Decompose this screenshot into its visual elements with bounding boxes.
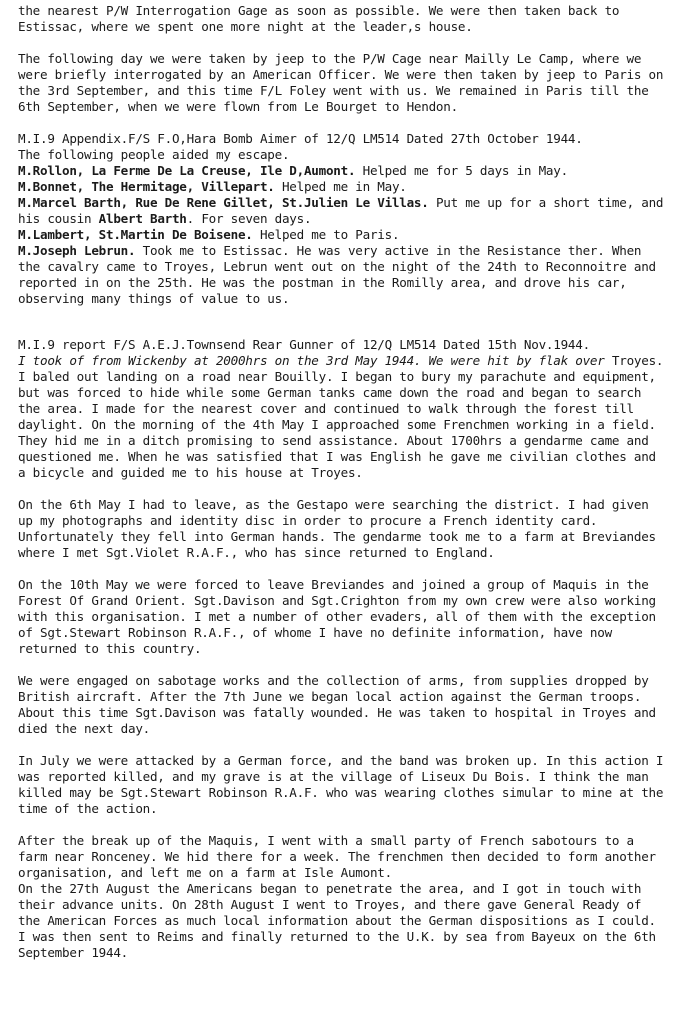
helper-entry bbox=[18, 179, 668, 195]
helper-text: Helped me to Paris. bbox=[252, 227, 400, 242]
document-page bbox=[18, 3, 668, 961]
paragraph-paris-hendon: The following day we were taken by jeep to the P/W Cage near Mailly Le Camp, where we were briefly interrogated by an American Officer. We were then taken by jeep to Paris on the 3rd September, and this time F/L Foley went with us. We remained in Paris till the 6th September, when we were flown from Le Bourget to Hendon. bbox=[18, 51, 664, 114]
report-paragraph: After the break up of the Maquis, I went with a small party of French sabotours to a farm near Ronceney. We hid there for a week. The frenchmen then decided to form another organisation, and left me on a farm at Isle Aumont. bbox=[18, 833, 656, 880]
helper-name: M.Lambert, St.Martin De Boisene. bbox=[18, 227, 253, 242]
helper-entry bbox=[18, 163, 668, 179]
helper-name: M.Joseph Lebrun. bbox=[18, 243, 136, 258]
helper-text: Helped me in May. bbox=[274, 179, 407, 194]
paragraph-return-estissac: the nearest P/W Interrogation Gage as soon as possible. We were then taken back to Estissac, where we spent one more night at the leader,s house. bbox=[18, 3, 620, 34]
helper-text: Put me up for a short time, and his cousin bbox=[18, 195, 664, 226]
helper-name: M.Rollon, La Ferme De La Creuse, Ile D,Aumont. bbox=[18, 163, 356, 178]
helper-entry bbox=[18, 243, 668, 307]
report-italic-opening: I took of from Wickenby at 2000hrs on the 3rd May 1944. We were hit by flak over bbox=[18, 353, 605, 368]
helper-name: M.Marcel Barth, Rue De Rene Gillet, St.Julien Le Villas. bbox=[18, 195, 429, 210]
helper-text: Took me to Estissac. He was very active in the Resistance ther. When the cavalry came to Troyes, Lebrun went out on the night of the 24th to Reconnoitre and reported in on the 25th. He was the postman in the Romilly area, and drove his car, observing many things of value to us. bbox=[18, 243, 656, 306]
appendix-heading: M.I.9 Appendix.F/S F.O,Hara Bomb Aimer of 12/Q LM514 Dated 27th October 1944. bbox=[18, 131, 583, 146]
helper-name: M.Bonnet, The Hermitage, Villepart. bbox=[18, 179, 275, 194]
helper-entry bbox=[18, 227, 668, 243]
helper-text: . For seven days. bbox=[186, 211, 312, 226]
helper-entry bbox=[18, 195, 668, 227]
appendix-intro: The following people aided my escape. bbox=[18, 147, 290, 162]
report-paragraph: We were engaged on sabotage works and the collection of arms, from supplies dropped by British aircraft. After the 7th June we began local action against the German troops. About this time Sgt.Davison was fatally wounded. He was taken to hospital in Troyes and died the next day. bbox=[18, 673, 656, 736]
report-text: Troyes. I baled out landing on a road near Bouilly. I began to bury my parachute and equipment, but was forced to hide while some German tanks came down the road and began to search the area. I made for the nearest cover and continued to walk through the forest till daylight. On the morning of the 4th May I approached some Frenchmen working in a field. They hid me in a ditch promising to send assistance. About 1700hrs a gendarme came and questioned me. When he was satisfied that I was English he gave me civilian clothes and a bicycle and guided me to his house at Troyes. bbox=[18, 353, 664, 480]
report-paragraph bbox=[18, 353, 668, 481]
report-paragraph: In July we were attacked by a German force, and the band was broken up. In this action I was reported killed, and my grave is at the village of Liseux Du Bois. I think the man killed may be Sgt.Stewart Robinson R.A.F. who was wearing clothes simular to mine at the time of the action. bbox=[18, 753, 664, 816]
report-paragraph: On the 6th May I had to leave, as the Gestapo were searching the district. I had given up my photographs and identity disc in order to procure a French identity card. Unfortunately they fell into German hands. The gendarme took me to a farm at Breviandes where I met Sgt.Violet R.A.F., who has since returned to England. bbox=[18, 497, 656, 560]
report-heading: M.I.9 report F/S A.E.J.Townsend Rear Gunner of 12/Q LM514 Dated 15th Nov.1944. bbox=[18, 337, 590, 352]
report-paragraph: On the 27th August the Americans began to penetrate the area, and I got in touch with their advance units. On 28th August I went to Troyes, and there gave General Ready of the American Forces as much local information about the German dispositions as I could. I was then sent to Reims and finally returned to the U.K. by sea from Bayeux on the 6th September 1944. bbox=[18, 881, 656, 960]
helper-cousin-name: Albert Barth bbox=[98, 211, 187, 226]
helper-text: Helped me for 5 days in May. bbox=[355, 163, 568, 178]
report-paragraph: On the 10th May we were forced to leave Breviandes and joined a group of Maquis in the Forest Of Grand Orient. Sgt.Davison and Sgt.Crighton from my own crew were also working with this organisation. I met a number of other evaders, all of them with the exception of Sgt.Stewart Robinson R.A.F., of whome I have no definite information, have now returned to this country. bbox=[18, 577, 656, 656]
